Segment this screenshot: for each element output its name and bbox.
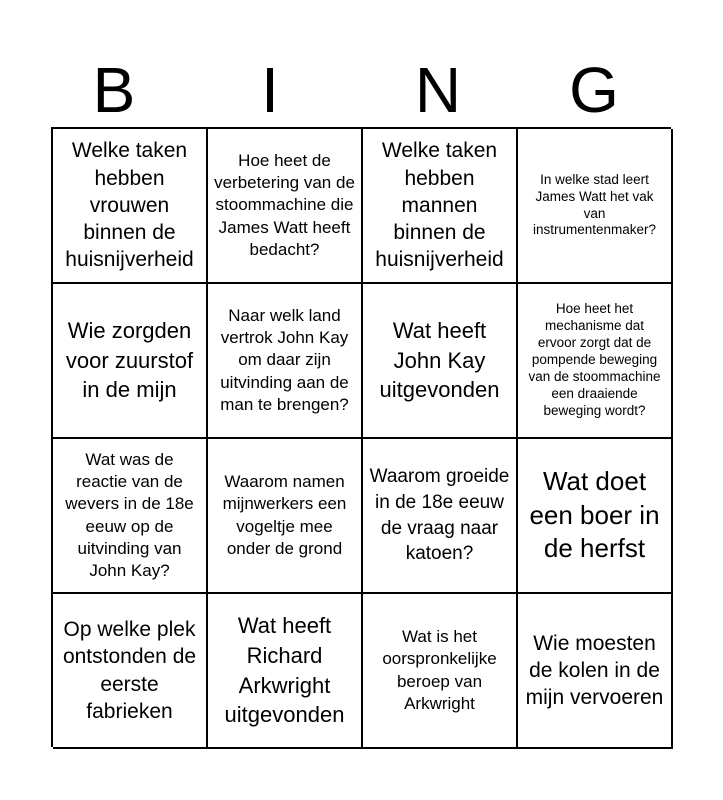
cell-text: Wat doet een boer in de herfst — [529, 465, 660, 564]
bingo-cell[interactable] — [363, 439, 518, 594]
cell-text: Welke taken hebben mannen binnen de huisnijverheid — [375, 139, 504, 272]
cell-text: Waarom namen mijnwerkers een vogeltje mee onder de grond — [222, 472, 347, 558]
bingo-cell[interactable] — [363, 594, 518, 749]
bingo-cell[interactable] — [53, 129, 208, 284]
header-letter-g: G — [569, 54, 619, 126]
bingo-grid — [51, 127, 671, 747]
cell-text: Wat is het oorspronkelijke beroep van Arkwright — [382, 627, 497, 713]
bingo-cell[interactable] — [208, 439, 363, 594]
cell-text: Waarom groeide in de 18e eeuw de vraag naar katoen? — [369, 466, 510, 565]
header-letter-n: N — [414, 54, 462, 126]
bingo-cell[interactable] — [518, 594, 673, 749]
cell-text: Op welke plek ontstonden de eerste fabrieken — [62, 617, 197, 723]
bingo-cell[interactable] — [208, 594, 363, 749]
cell-text: Hoe heet het mechanisme dat ervoor zorgt dat de pompende beweging van de stoommachine een draaiende beweging wordt? — [528, 301, 661, 418]
bingo-cell[interactable] — [53, 439, 208, 594]
cell-text: Wie moesten de kolen in de mijn vervoeren — [525, 631, 664, 710]
bingo-cell[interactable] — [208, 129, 363, 284]
header-letter-b: B — [92, 54, 136, 126]
bingo-cell[interactable] — [208, 284, 363, 439]
bingo-cell[interactable] — [53, 594, 208, 749]
bingo-cell[interactable] — [363, 284, 518, 439]
cell-text: Hoe heet de verbetering van de stoommachine die James Watt heeft bedacht? — [214, 151, 355, 259]
cell-text: Wat was de reactie van de wevers in de 18e eeuw op de uitvinding van John Kay? — [65, 450, 194, 580]
cell-text: Welke taken hebben vrouwen binnen de huisnijverheid — [65, 139, 194, 272]
cell-text: Wat heeft Richard Arkwright uitgevonden — [224, 613, 345, 728]
cell-text: Naar welk land vertrok John Kay om daar zijn uitvinding aan de man te brengen? — [220, 306, 349, 414]
cell-text: In welke stad leert James Watt het vak van instrumentenmaker? — [532, 171, 657, 238]
bingo-cell[interactable] — [518, 284, 673, 439]
bingo-cell[interactable] — [518, 129, 673, 284]
bingo-cell[interactable] — [518, 439, 673, 594]
bingo-header — [52, 52, 672, 128]
header-letter-i: I — [261, 54, 279, 126]
cell-text: Wat heeft John Kay uitgevonden — [379, 317, 500, 403]
cell-text: Wie zorgden voor zuurstof in de mijn — [65, 317, 194, 403]
bingo-cell[interactable] — [363, 129, 518, 284]
bingo-cell[interactable] — [53, 284, 208, 439]
